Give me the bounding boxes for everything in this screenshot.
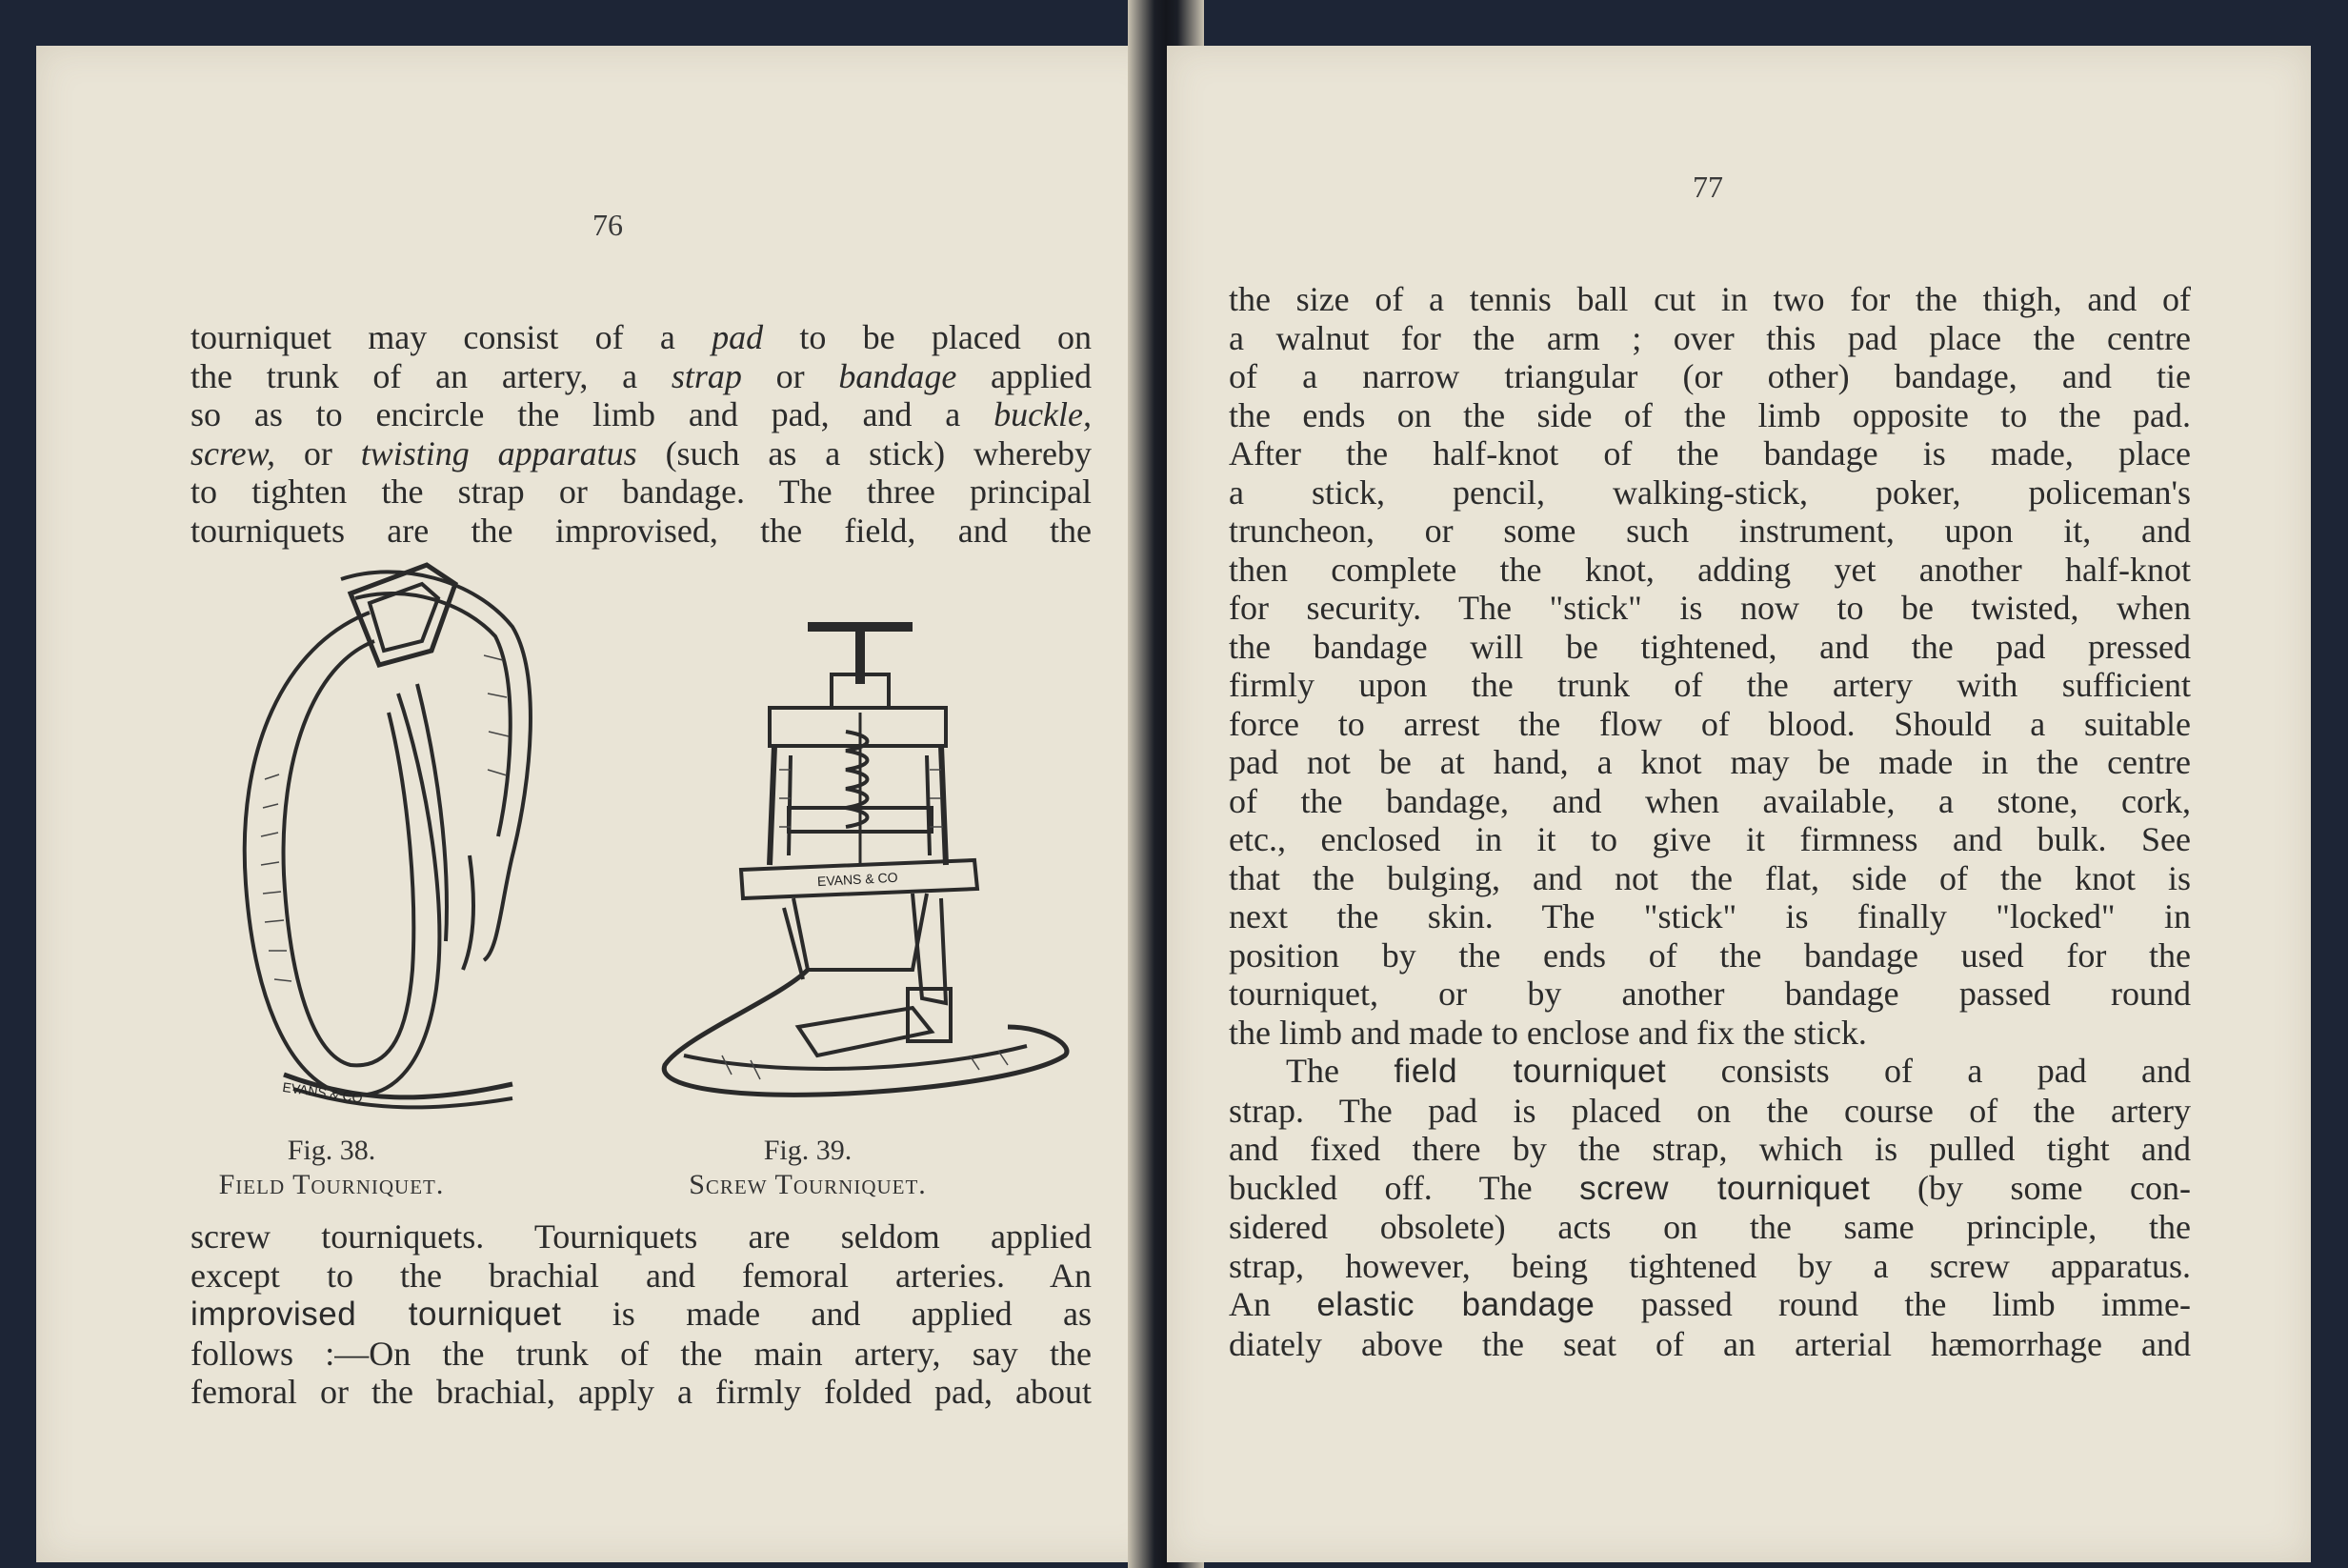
text-segment: the limb and made to enclose and fix the stick. [1229, 1013, 1867, 1052]
text-line [1229, 820, 2191, 859]
text-line [1229, 319, 2191, 358]
text-line [191, 395, 1092, 434]
text-line [1229, 1325, 2191, 1364]
text-line [191, 1373, 1092, 1412]
text-segment: to be placed on [763, 318, 1093, 356]
text-segment: of the bandage, and when available, a stone, cork, [1229, 781, 2191, 820]
text-segment: tourniquet may consist of a [191, 318, 712, 356]
text-segment: sidered obsolete) acts on the same principle, the [1229, 1208, 2191, 1246]
left-text-top [191, 318, 1092, 550]
text-segment: twisting apparatus [360, 433, 637, 472]
text-line [1229, 743, 2191, 782]
text-line [1229, 1247, 2191, 1286]
right-page [1167, 46, 2311, 1562]
text-segment: except to the brachial and femoral arteries. An [191, 1256, 1092, 1295]
text-segment: screw, [191, 433, 275, 472]
text-segment: to tighten the strap or bandage. The three principal [191, 472, 1092, 511]
text-line [191, 472, 1092, 512]
left-text-bottom [191, 1217, 1092, 1412]
text-line [191, 1295, 1092, 1335]
text-line [1229, 1285, 2191, 1325]
text-line [1229, 1092, 2191, 1131]
text-segment: the bandage will be tightened, and the pad pressed [1229, 627, 2191, 666]
text-segment: for security. The "stick" is now to be twisted, when [1229, 589, 2191, 627]
text-segment: strap. The pad is placed on the course of the artery [1229, 1091, 2191, 1130]
text-line [191, 1335, 1092, 1374]
text-segment: applied [956, 356, 1092, 395]
figure-38-caption [170, 1134, 493, 1202]
screw-tourniquet-figure [627, 579, 1084, 1113]
text-segment: bandage [838, 356, 957, 395]
text-line [191, 1256, 1092, 1296]
page-number-left: 76 [592, 208, 623, 242]
text-segment: strap [671, 356, 742, 395]
text-segment: pad [712, 318, 764, 356]
text-segment: After the half-knot of the bandage is made, place [1229, 434, 2191, 472]
text-line [1229, 589, 2191, 628]
figure-39-caption [646, 1134, 970, 1202]
text-segment: (such as a stick) whereby [636, 433, 1092, 472]
engraving-label-39: EVANS & CO [816, 869, 898, 890]
text-segment: The [1286, 1052, 1395, 1090]
text-line [1229, 396, 2191, 435]
text-line [1229, 512, 2191, 551]
field-tourniquet-figure [227, 541, 551, 1113]
figure-39-title: Screw Tourniquet. [689, 1169, 927, 1200]
text-segment: pad not be at hand, a knot may be made in the centre [1229, 743, 2191, 781]
figure-39-label: Fig. 39. [763, 1135, 853, 1166]
text-segment: a stick, pencil, walking-stick, poker, policeman's [1229, 472, 2191, 512]
text-line [1229, 1014, 2191, 1053]
text-line [191, 357, 1092, 396]
text-segment: diately above the seat of an arterial hæmorrhage and [1229, 1324, 2191, 1363]
text-segment: screw tourniquet [1579, 1169, 1871, 1207]
text-line [1229, 782, 2191, 821]
text-segment: force to arrest the flow of blood. Should a suitable [1229, 704, 2191, 743]
text-segment: improvised tourniquet [191, 1296, 562, 1333]
text-segment: (by some con- [1870, 1168, 2191, 1207]
text-segment: the ends on the side of the limb opposite to the pad. [1229, 395, 2191, 434]
text-segment: truncheon, or some such instrument, upon it, and [1229, 512, 2191, 550]
text-line [191, 1217, 1092, 1256]
text-line [1229, 434, 2191, 473]
text-line [1229, 1052, 2191, 1092]
text-line [1229, 1169, 2191, 1209]
text-segment: elastic bandage [1316, 1286, 1595, 1323]
text-segment: and fixed there by the strap, which is pulled tight and [1229, 1130, 2191, 1168]
text-segment: field tourniquet [1394, 1053, 1667, 1090]
right-text [1229, 280, 2191, 1363]
text-line [1229, 936, 2191, 975]
text-line [1229, 666, 2191, 705]
text-segment: the size of a tennis ball cut in two for the thigh, and of [1229, 280, 2191, 318]
page-number-right: 77 [1693, 170, 1723, 204]
figure-38-label: Fig. 38. [287, 1135, 376, 1166]
text-segment: buckle, [993, 395, 1092, 433]
text-line [1229, 975, 2191, 1014]
text-segment: etc., enclosed in it to give it firmness and bulk. See [1229, 820, 2191, 858]
text-line [191, 318, 1092, 357]
text-segment: tourniquets are the improvised, the field, and the [191, 511, 1092, 550]
text-segment: passed round the limb imme- [1595, 1285, 2191, 1323]
text-segment: next the skin. The "stick" is finally "locked" in [1229, 897, 2191, 935]
text-segment: tourniquet, or by another bandage passed round [1229, 975, 2191, 1013]
text-line [1229, 280, 2191, 319]
text-line [1229, 357, 2191, 396]
text-segment: of a narrow triangular (or other) bandage, and tie [1229, 357, 2191, 395]
text-segment: is made and applied as [561, 1295, 1092, 1333]
engraving-label-38: EVANS & CO [281, 1078, 364, 1106]
text-line [1229, 859, 2191, 898]
text-segment: that the bulging, and not the flat, side of the knot is [1229, 858, 2191, 897]
text-segment: firmly upon the trunk of the artery with sufficient [1229, 666, 2191, 704]
text-segment: position by the ends of the bandage used for the [1229, 935, 2191, 975]
text-segment: then complete the knot, adding yet another half-knot [1229, 550, 2191, 589]
text-line [1229, 897, 2191, 936]
text-line [1229, 1208, 2191, 1247]
left-page [36, 46, 1165, 1562]
text-line [191, 434, 1092, 473]
text-segment: consists of a pad and [1666, 1052, 2192, 1090]
figure-38-title: Field Tourniquet. [218, 1169, 445, 1200]
text-segment: so as to encircle the limb and pad, and a [191, 395, 994, 433]
text-segment: An [1229, 1285, 1317, 1323]
text-segment: strap, however, being tightened by a screw apparatus. [1229, 1246, 2191, 1285]
text-line [1229, 705, 2191, 744]
text-segment: or [274, 433, 361, 472]
text-line [1229, 628, 2191, 667]
text-line [1229, 1130, 2191, 1169]
text-segment: the trunk of an artery, a [191, 356, 672, 395]
text-segment: follows :—On the trunk of the main artery, say the [191, 1334, 1092, 1373]
text-segment: buckled off. The [1229, 1168, 1580, 1207]
text-segment: screw tourniquets. Tourniquets are seldom applied [191, 1217, 1092, 1256]
text-line [1229, 473, 2191, 513]
text-line [1229, 551, 2191, 590]
text-segment: a walnut for the arm ; over this pad place the centre [1229, 318, 2191, 357]
text-segment: or [741, 356, 839, 395]
text-segment: femoral or the brachial, apply a firmly folded pad, about [191, 1373, 1092, 1411]
